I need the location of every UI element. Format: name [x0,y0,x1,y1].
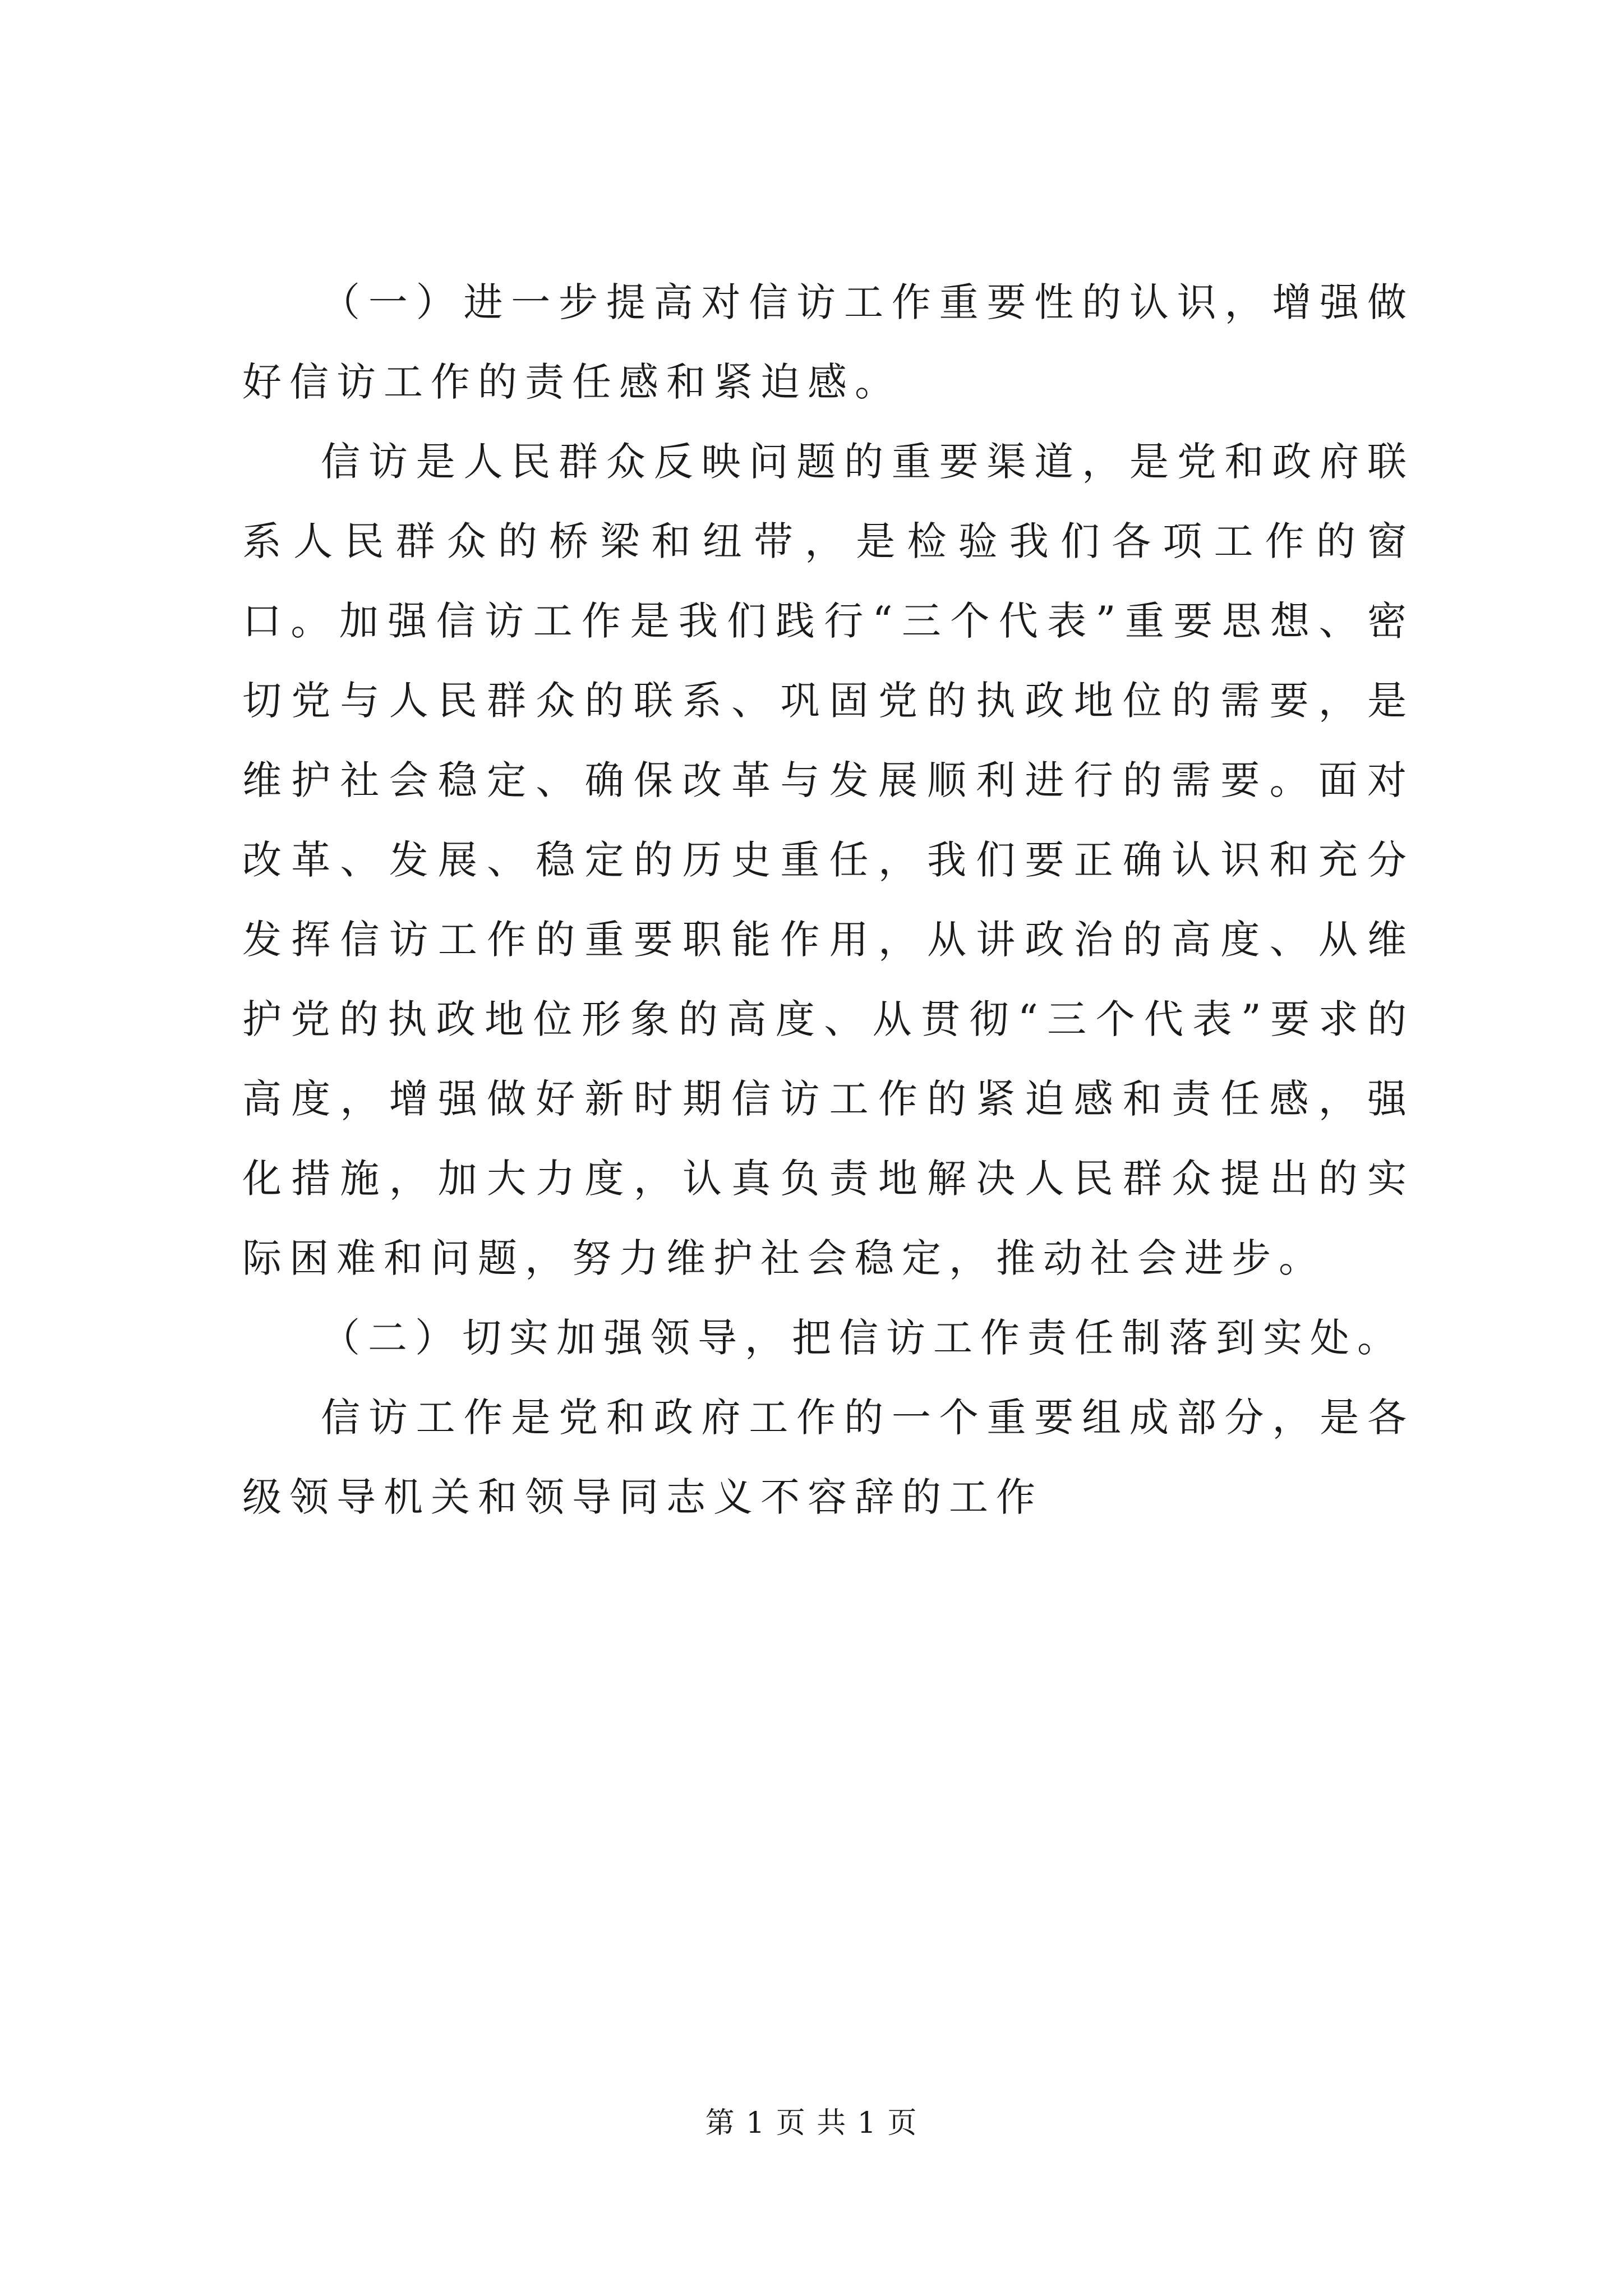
paragraph-heading-1: （一）进一步提高对信访工作重要性的认识，增强做好信访工作的责任感和紧迫感。 [242,279,1414,405]
page-number-label: 第 1 页 共 1 页 [705,2106,918,2140]
paragraph-body-2: 信访工作是党和政府工作的一个重要组成部分，是各级领导机关和领导同志义不容辞的工作 [242,1395,1414,1520]
page-footer [0,2104,1623,2143]
paragraph-heading-2: （二）切实加强领导，把信访工作责任制落到实处。 [321,1315,1404,1361]
paragraph-body-1: 信访是人民群众反映问题的重要渠道，是党和政府联系人民群众的桥梁和纽带，是检验我们各项工作的窗口。加强信访工作是我们践行“三个代表”重要思想、密切党与人民群众的联系、巩固党的执政地位的需要，是维护社会稳定、确保改革与发展顺利进行的需要。面对改革、发展、稳定的历史重任，我们要正确认识和充分发挥信访工作的重要职能作用，从讲政治的高度、从维护党的执政地位形象的高度、从贯彻“三个代表”要求的高度，增强做好新时期信访工作的紧迫感和责任感，强化措施，加大力度，认真负责地解决人民群众提出的实际困难和问题，努力维护社会稳定，推动社会进步。 [242,439,1414,1281]
document-body [242,263,1414,1537]
